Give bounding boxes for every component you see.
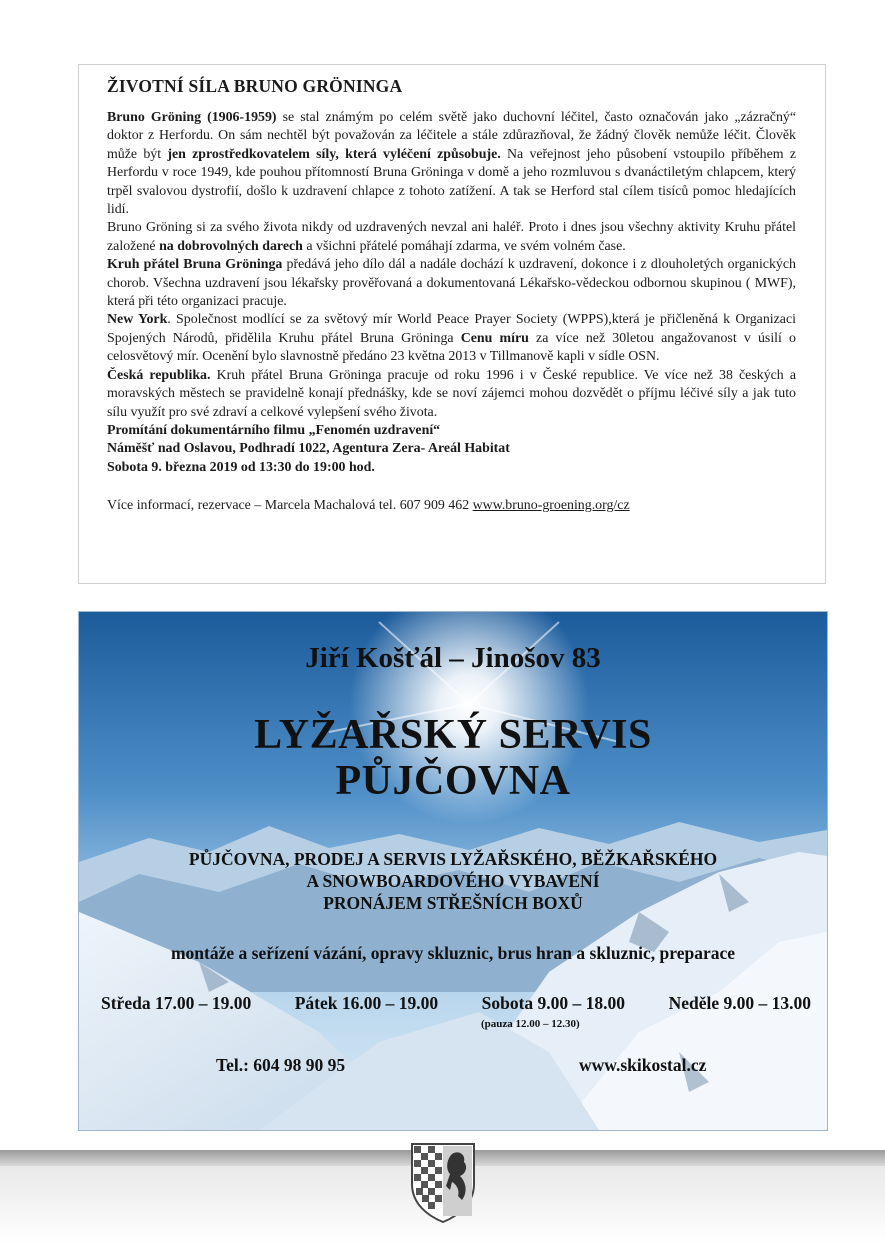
- page-footer: [0, 1140, 885, 1244]
- article-title: ŽIVOTNÍ SÍLA BRUNO GRÖNINGA: [107, 76, 403, 96]
- ad-services-line-3: PRONÁJEM STŘEŠNÍCH BOXŮ: [323, 893, 583, 913]
- ad-phone: Tel.: 604 98 90 95: [216, 1055, 346, 1075]
- event-date: Sobota 9. března 2019 od 13:30 do 19:00 hod.: [107, 459, 375, 475]
- contact-line: Více informací, rezervace – Marcela Machalová tel. 607 909 462 www.bruno-groening.org/cz: [107, 498, 630, 514]
- ad-services-line-1: PŮJČOVNA, PRODEJ A SERVIS LYŽAŘSKÉHO, BĚŽKAŘSKÉHO: [188, 849, 718, 869]
- ad-work-list: montáže a seřízení vázání, opravy skluznic, brus hran a skluznic, preparace: [170, 943, 736, 963]
- event-venue: Náměšť nad Oslavou, Podhradí 1022, Agentura Zera- Areál Habitat: [107, 441, 510, 457]
- article-paragraph-4: New York. Společnost modlící se za světový mír World Peace Prayer Society (WPPS),která je přičleněná k Organizaci Spojených Národů, přidělila Kruhu přátel Bruna Gröninga Cenu míru za více než 30letou angažovanost v úsilí o celosvětový mír. Ocenění bylo slavnostně předáno 23 května 2013 v Tillmanově kapli v sídle OSN.: [107, 312, 797, 365]
- hours-sunday: Neděle 9.00 – 13.00: [668, 993, 811, 1013]
- ad-headline: [79, 712, 827, 804]
- ad-headline-line-2: PŮJČOVNA: [335, 758, 571, 804]
- hours-saturday: Sobota 9.00 – 18.00: [481, 993, 626, 1013]
- opening-hours: [101, 993, 811, 1014]
- event-title: Promítání dokumentárního filmu „Fenomén uzdravení“: [107, 422, 441, 438]
- article-paragraph-1: Bruno Gröning (1906-1959) se stal známým po celém světě jako duchovní léčitel, často označován jako „zázračný“ doktor z Herfordu. On sám nechtěl být považován za léčitele a stále zdůrazňoval, že žádný člověk nemůže léčit. Člověk může být jen zprostředkovatelem síly, která vyléčení způsobuje. Na veřejnost jeho působení vstoupilo příběhem z Herfordu v roce 1949, kde pouhou přítomností Bruna Gröninga v domě a jeho rozmluvou s dvanáctiletým chlapcem, který trpěl svalovou dystrofií, došlo k uzdravení chlapce z tohoto zatížení. A tak se Herford stal cílem tisíců pomoc hledajících lidí.: [107, 110, 796, 218]
- lunch-pause: (pauza 12.00 – 12.30): [481, 1018, 580, 1030]
- article-paragraph-3: Kruh přátel Bruna Gröninga předává jeho dílo dál a nadále dochází k uzdravení, dokonce i z dlouholetých organických chorob. Všechna uzdravení jsou lékařsky prověřovaná a dokumentovaná Lékařsko-vědeckou odbornou skupinou ( MWF), která při této organizaci pracuje.: [107, 257, 796, 310]
- ad-website[interactable]: www.skikostal.cz: [579, 1055, 707, 1075]
- article-paragraph-2: Bruno Gröning si za svého života nikdy od uzdravených nevzal ani haléř. Proto i dnes jsou všechny aktivity Kruhu přátel založené na dobrovolných darech a všichni přátelé pomáhají zdarma, ve svém volném čase.: [107, 220, 796, 254]
- hours-friday: Pátek 16.00 – 19.00: [294, 993, 439, 1013]
- website-link[interactable]: www.bruno-groening.org/cz: [472, 498, 630, 514]
- article-paragraph-5: Česká republika. Kruh přátel Bruna Gröninga pracuje od roku 1996 i v České republice. Ve více než 38 českých a moravských městech se pravidelně konají přednášky, kde se noví zájemci mohou dozvědět o příjmu léčivé síly a jak tuto sílu využít pro své zdraví a celkové vylepšení svého života.: [107, 367, 796, 420]
- ad-headline-line-1: LYŽAŘSKÝ SERVIS: [254, 712, 652, 758]
- ad-owner-name: Jiří Košťál – Jinošov 83: [305, 642, 601, 674]
- ad-services-line-2: A SNOWBOARDOVÉHO VYBAVENÍ: [306, 871, 600, 891]
- ski-service-ad: [78, 611, 828, 1131]
- town-crest-icon: [408, 1140, 478, 1224]
- hours-wednesday: Středa 17.00 – 19.00: [101, 993, 252, 1013]
- article-box: [78, 64, 826, 584]
